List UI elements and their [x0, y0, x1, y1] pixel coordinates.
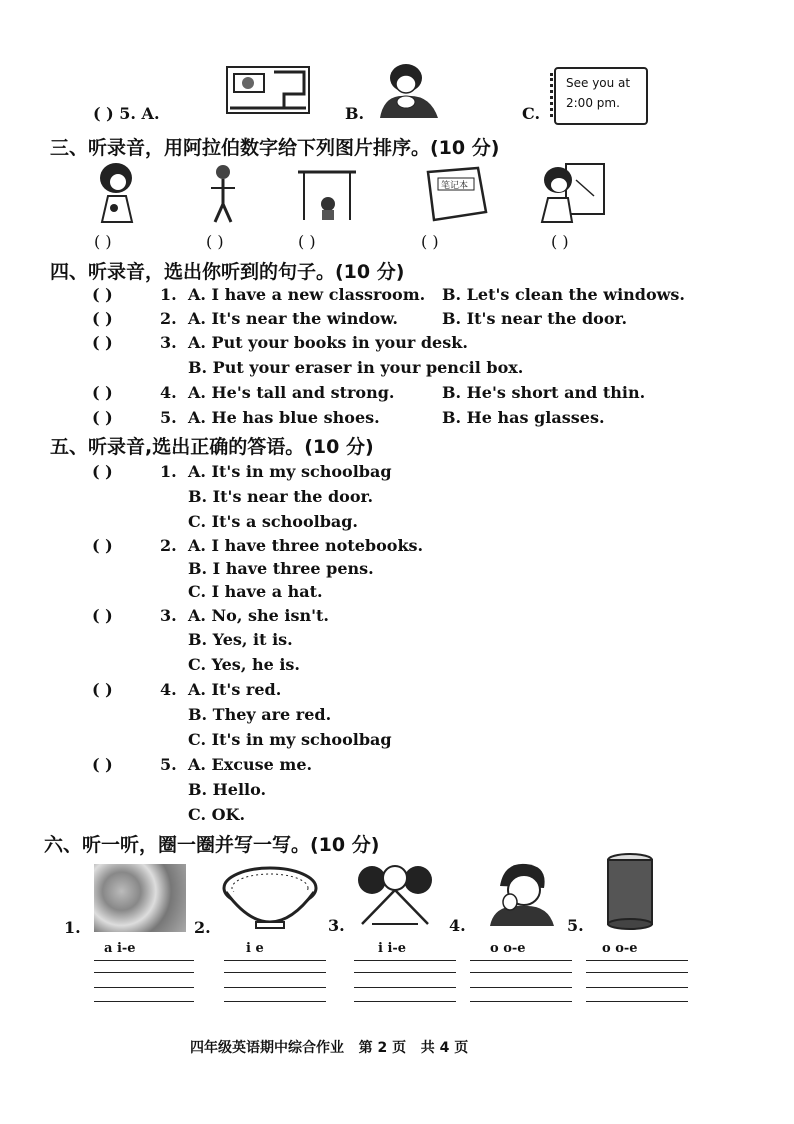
section-3-heading: 三、听录音，用阿拉伯数字给下列图片排序。(10 分)	[50, 137, 500, 159]
s4-q1-a: A. I have a new classroom.	[188, 285, 426, 304]
s5-q1-num: 1.	[160, 462, 177, 481]
s5-q2-b: B. I have three pens.	[188, 559, 374, 578]
girl-picture	[92, 160, 140, 224]
writing-line[interactable]	[94, 1001, 194, 1002]
s4-q1-b: B. Let's clean the windows.	[442, 285, 685, 304]
notebook-label: 笔记本	[441, 181, 469, 191]
s4-q4-paren[interactable]: ( )	[92, 383, 113, 402]
s6-letters-2: i e	[246, 941, 264, 956]
s5-q4-a: A. It's red.	[188, 680, 282, 699]
writing-line[interactable]	[354, 987, 456, 988]
s4-q5-num: 5.	[160, 408, 177, 427]
s4-q4-b: B. He's short and thin.	[442, 383, 646, 402]
s4-q5-b: B. He has glasses.	[442, 408, 605, 427]
girl-eating-picture	[370, 60, 446, 120]
s6-letters-3: i i-e	[378, 941, 407, 956]
s4-q5-paren[interactable]: ( )	[92, 408, 113, 427]
s5-q2-a: A. I have three notebooks.	[188, 536, 424, 555]
s4-q3-paren[interactable]: ( )	[92, 333, 113, 352]
writing-line[interactable]	[224, 987, 326, 988]
desk-picture	[224, 64, 312, 118]
writing-line[interactable]	[94, 987, 194, 988]
s5-q2-c: C. I have a hat.	[188, 582, 323, 601]
s5-q5-paren[interactable]: ( )	[92, 755, 113, 774]
s5-q4-b: B. They are red.	[188, 705, 332, 724]
writing-line[interactable]	[354, 1001, 456, 1002]
s5-q4-num: 4.	[160, 680, 177, 699]
s5-q5-c: C. OK.	[188, 805, 246, 824]
writing-line[interactable]	[224, 960, 326, 961]
s6-num-3: 3.	[328, 916, 345, 935]
s3-blank-3[interactable]: ( )	[298, 232, 316, 251]
s5-q3-c: C. Yes, he is.	[188, 655, 300, 674]
s6-num-1: 1.	[64, 918, 81, 937]
s4-q5-a: A. He has blue shoes.	[188, 408, 380, 427]
s5-q5-a: A. Excuse me.	[188, 755, 313, 774]
s6-letters-1: a i-e	[104, 941, 136, 956]
writing-line[interactable]	[470, 987, 572, 988]
s3-blank-4[interactable]: ( )	[421, 232, 439, 251]
writing-line[interactable]	[586, 1001, 688, 1002]
s4-q1-paren[interactable]: ( )	[92, 285, 113, 304]
s5-q3-b: B. Yes, it is.	[188, 630, 293, 649]
writing-line[interactable]	[224, 972, 326, 973]
classroom-door-picture	[296, 164, 358, 222]
spiral-binding	[550, 73, 561, 117]
writing-line[interactable]	[94, 960, 194, 961]
s3-blank-5[interactable]: ( )	[551, 232, 569, 251]
s5-q1-b: B. It's near the door.	[188, 487, 374, 506]
boy-thinking-picture	[486, 856, 558, 928]
can-picture	[604, 852, 656, 930]
note-card	[554, 67, 648, 125]
section-4-heading: 四、听录音，选出你听到的句子。(10 分)	[50, 261, 405, 283]
s4-q2-b: B. It's near the door.	[442, 309, 628, 328]
writing-line[interactable]	[94, 972, 194, 973]
writing-line[interactable]	[224, 1001, 326, 1002]
writing-line[interactable]	[470, 960, 572, 961]
s5-q5-num: 5.	[160, 755, 177, 774]
s3-blank-2[interactable]: ( )	[206, 232, 224, 251]
prev-item-5-label: ( ) 5. A.	[93, 104, 160, 123]
section-6-heading: 六、听一听，圈一圈并写一写。(10 分)	[44, 834, 380, 856]
s5-q3-num: 3.	[160, 606, 177, 625]
s5-q5-b: B. Hello.	[188, 780, 267, 799]
s4-q3-b: B. Put your eraser in your pencil box.	[188, 358, 524, 377]
s5-q3-a: A. No, she isn't.	[188, 606, 329, 625]
writing-line[interactable]	[470, 972, 572, 973]
rice-bowl-picture	[220, 862, 320, 932]
s5-q1-paren[interactable]: ( )	[92, 462, 113, 481]
note-line-2: 2:00 pm.	[566, 96, 620, 110]
writing-line[interactable]	[354, 972, 456, 973]
s6-letters-4: o o-e	[490, 941, 526, 956]
s6-letters-5: o o-e	[602, 941, 638, 956]
s5-q2-paren[interactable]: ( )	[92, 536, 113, 555]
s6-num-5: 5.	[567, 916, 584, 935]
s4-q3-num: 3.	[160, 333, 177, 352]
s4-q2-a: A. It's near the window.	[188, 309, 398, 328]
girl-at-board-picture	[536, 160, 608, 224]
writing-line[interactable]	[470, 1001, 572, 1002]
option-b-label: B.	[345, 104, 365, 123]
s6-num-2: 2.	[194, 918, 211, 937]
page-footer: 四年级英语期中综合作业 第 2 页 共 4 页	[190, 1040, 469, 1056]
s4-q4-a: A. He's tall and strong.	[188, 383, 395, 402]
s3-blank-1[interactable]: ( )	[94, 232, 112, 251]
section-5-heading: 五、听录音,选出正确的答语。(10 分)	[50, 436, 374, 458]
s6-num-4: 4.	[449, 916, 466, 935]
notebook-picture	[424, 164, 490, 224]
note-line-1: See you at	[566, 76, 631, 90]
s5-q4-c: C. It's in my schoolbag	[188, 730, 392, 749]
s4-q2-paren[interactable]: ( )	[92, 309, 113, 328]
writing-line[interactable]	[586, 960, 688, 961]
option-c-label: C.	[522, 104, 541, 123]
s4-q3-a: A. Put your books in your desk.	[188, 333, 468, 352]
writing-line[interactable]	[586, 972, 688, 973]
photo-picture	[94, 864, 186, 932]
kite-picture	[352, 862, 438, 928]
s5-q3-paren[interactable]: ( )	[92, 606, 113, 625]
s5-q1-a: A. It's in my schoolbag	[188, 462, 392, 481]
writing-line[interactable]	[586, 987, 688, 988]
s4-q2-num: 2.	[160, 309, 177, 328]
s5-q1-c: C. It's a schoolbag.	[188, 512, 358, 531]
s5-q4-paren[interactable]: ( )	[92, 680, 113, 699]
s4-q4-num: 4.	[160, 383, 177, 402]
writing-line[interactable]	[354, 960, 456, 961]
s4-q1-num: 1.	[160, 285, 177, 304]
s5-q2-num: 2.	[160, 536, 177, 555]
child-standing-picture	[205, 162, 241, 224]
